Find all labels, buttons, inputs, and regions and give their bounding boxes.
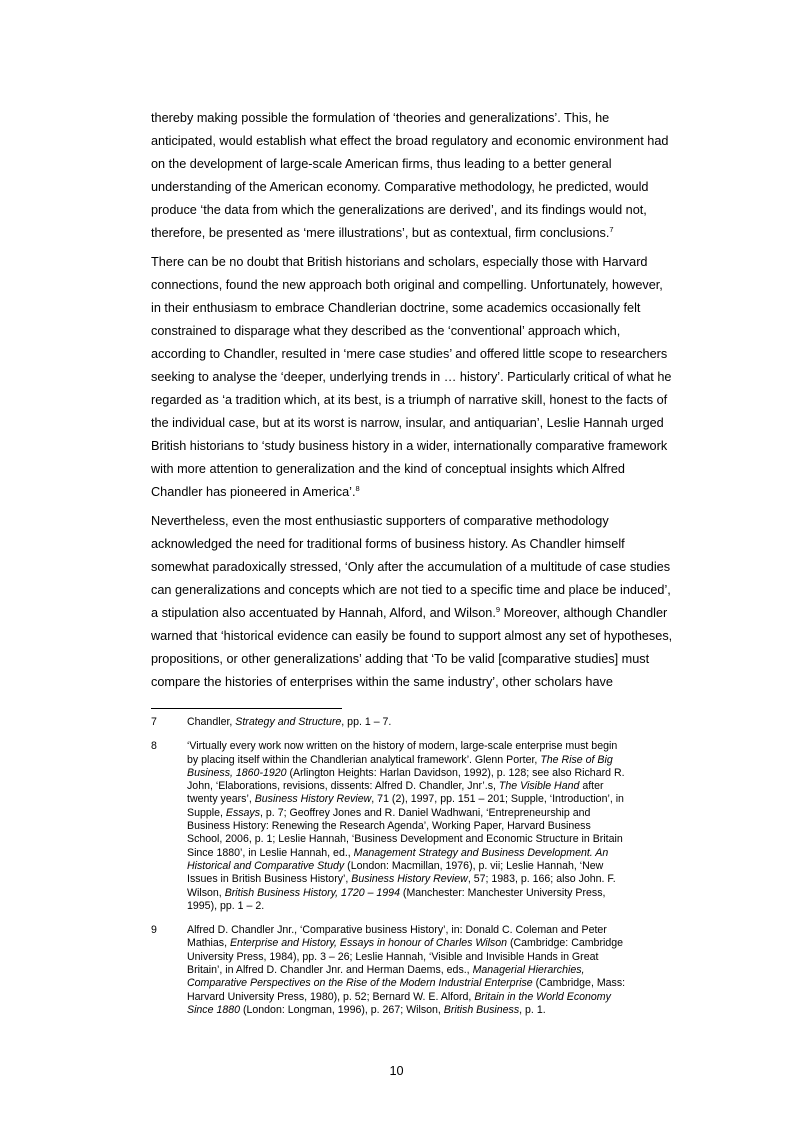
footnote-text-run: , 71 (2), 1997, pp. 151 – 201; Supple, ‘Introduction’, in: [371, 793, 624, 806]
footnote-text-run: (Cambridge, Mass:: [532, 977, 626, 990]
paragraph-3: [151, 510, 700, 694]
footnote-text-run: , pp. 1 – 7.: [341, 716, 392, 728]
footnote-italic-run: Business History Review: [351, 873, 468, 886]
footnote-line: [187, 740, 696, 753]
text-line: connections, found the new approach both original and compelling. Unfortunately, however,: [151, 278, 663, 292]
text-line: warned that ‘historical evidence can easily be found to support almost any set of hypotheses,: [151, 629, 673, 643]
footnote-line: [187, 887, 696, 900]
footnote-line: [187, 1004, 696, 1017]
footnote-line: [187, 767, 696, 780]
footnote-line: [187, 977, 696, 990]
text-line: according to Chandler, resulted in ‘mere case studies’ and offered little scope to researchers: [151, 347, 668, 361]
footnote-line: [187, 807, 696, 820]
text-line: constrained to disparage what they described as the ‘conventional’ approach which,: [151, 324, 621, 338]
text-line: the individual case, but at its worst is narrow, insular, and antiquarian’, Leslie Hannah urged: [151, 416, 664, 430]
footnote-body: [187, 924, 696, 1017]
footnote-line: [187, 754, 696, 767]
text-line: There can be no doubt that British historians and scholars, especially those with Harvard: [151, 255, 648, 269]
text-line: with more attention to generalization and the kind of conceptual insights which Alfred: [151, 462, 625, 476]
text-line: Nevertheless, even the most enthusiastic supporters of comparative methodology: [151, 514, 609, 528]
footnote-text-run: , 57; 1983, p. 166; also John. F.: [467, 873, 616, 886]
footnote-text-run: (Manchester: Manchester University Press,: [399, 886, 606, 899]
footnote-number: 9: [151, 924, 157, 937]
footnote-italic-run: Managerial Hierarchies,: [472, 964, 585, 977]
footnote-italic-run: Management Strategy and Business Development. An: [353, 846, 609, 859]
footnote-italic-run: Enterprise and History, Essays in honour of Charles Wilson: [229, 937, 508, 950]
footnote-line: [187, 780, 696, 793]
footnote-italic-run: British Business: [443, 1003, 520, 1016]
footnote-italic-run: Business History Review: [254, 793, 372, 806]
text-line: anticipated, would establish what effect the broad regulatory and economic environment had: [151, 134, 669, 148]
footnote-italic-run: Business, 1860-1920: [187, 766, 287, 779]
footnote-line: [187, 820, 696, 833]
footnote-text-run: Wilson,: [187, 886, 225, 899]
footnote-ref-7[interactable]: 7: [609, 225, 614, 234]
text-line: somewhat paradoxically stressed, ‘Only after the accumulation of a multitude of case studies: [151, 560, 671, 574]
footnote-italic-run: The Visible Hand: [498, 780, 580, 793]
footnote-line: [187, 937, 696, 950]
footnote-text-run: by placing itself within the Chandlerian analytical framework’. Glenn Porter,: [187, 753, 541, 766]
text-line: in their enthusiasm to embrace Chandlerian doctrine, some academics occasionally felt: [151, 301, 641, 315]
footnote-italic-run: Strategy and Structure: [235, 716, 342, 728]
footnote-line: [187, 873, 696, 886]
footnote-text-run: (Cambridge: Cambridge: [507, 937, 624, 950]
footnote-line: [187, 924, 696, 937]
text-line-content: therefore, be presented as ‘mere illustrations’, but as contextual, firm conclusions.: [151, 226, 610, 240]
footnote-text-run: Alfred D. Chandler Jnr., ‘Comparative business History’, in: Donald C. Coleman and Peter: [187, 924, 607, 937]
text-line: thereby making possible the formulation of ‘theories and generalizations’. This, he: [151, 111, 610, 125]
footnote-text-run: (Arlington Heights: Harlan Davidson, 1992), p. 128; see also Richard R.: [286, 766, 625, 779]
text-line: seeking to analyse the ‘deeper, underlying trends in … history’. Particularly critical of what he: [151, 370, 672, 384]
body-text: [151, 107, 700, 700]
footnote-italic-run: The Rise of Big: [540, 753, 613, 766]
footnote-body: [187, 716, 696, 729]
footnote-text-run: Britain’, in Alfred D. Chandler Jnr. and Herman Daems, eds.,: [187, 964, 473, 977]
footnote-text-run: twenty years’,: [187, 793, 255, 806]
footnote-italic-run: British Business History, 1720 – 1994: [224, 886, 400, 899]
text-line: [151, 481, 700, 504]
footnote-text-run: Since 1880’, in Leslie Hannah, ed.,: [187, 846, 354, 859]
footnote-italic-run: Britain in the World Economy: [474, 990, 611, 1003]
footnote-italic-run: Historical and Comparative Study: [187, 859, 345, 872]
footnote-line: [187, 991, 696, 1004]
footnote-text-run: School, 2006, p. 1; Leslie Hannah, ‘Business Development and Economic Structure in Britain: [187, 833, 623, 846]
footnote-text-run: , p. 1.: [519, 1003, 546, 1016]
footnote-8: [151, 740, 696, 913]
footnote-text-run: Chandler,: [187, 716, 236, 728]
footnote-separator: [151, 708, 342, 709]
footnote-text-run: Issues in British Business History’,: [187, 873, 352, 886]
footnote-text-run: (London: Macmillan, 1976), p. vii; Leslie Hannah, ‘New: [344, 859, 604, 872]
footnote-number: 8: [151, 740, 157, 753]
footnote-body: [187, 740, 696, 913]
paragraph-1: [151, 107, 700, 245]
footnote-text-run: Supple,: [187, 806, 226, 819]
footnote-text-run: (London: Longman, 1996), p. 267; Wilson,: [240, 1003, 444, 1016]
text-line: regarded as ‘a tradition which, at its best, is a triumph of narrative skill, honest to the facts of: [151, 393, 668, 407]
footnote-line: [187, 716, 696, 729]
footnote-9: [151, 924, 696, 1017]
footnote-italic-run: Comparative Perspectives on the Rise of the Modern Industrial Enterprise: [187, 977, 533, 990]
text-line: propositions, or other generalizations’ adding that ‘To be valid [comparative studies] must: [151, 652, 650, 666]
footnote-line: [187, 847, 696, 860]
footnote-ref-9[interactable]: 9: [495, 605, 501, 614]
footnote-text-run: John, ‘Elaborations, revisions, dissents: Alfred D. Chandler, Jnr’.s,: [187, 780, 499, 793]
text-line: compare the histories of enterprises within the same industry’, other scholars have: [151, 675, 613, 689]
text-line: [151, 222, 700, 245]
footnote-text-run: Harvard University Press, 1980), p. 52; Bernard W. E. Alford,: [187, 990, 475, 1003]
footnote-text-run: Mathias,: [187, 937, 230, 950]
text-line: [151, 602, 700, 625]
paragraph-2: [151, 251, 700, 504]
footnote-italic-run: Since 1880: [187, 1003, 241, 1016]
text-line: produce ‘the data from which the generalizations are derived’, and its findings would not,: [151, 203, 647, 217]
footnote-text-run: Business History: Renewing the Research Agenda’, Working Paper, Harvard Business: [187, 820, 591, 833]
page-number: 10: [389, 1064, 404, 1078]
footnotes: [151, 716, 696, 1028]
footnote-italic-run: Essays: [225, 806, 261, 819]
text-line: understanding of the American economy. Comparative methodology, he predicted, would: [151, 180, 649, 194]
text-line: can generalizations and concepts which are not tied to a specific time and place be induced’,: [151, 583, 671, 597]
footnote-7: [151, 716, 696, 729]
footnote-ref-8[interactable]: 8: [355, 484, 360, 493]
footnote-line: [187, 793, 696, 806]
text-line-content: Chandler has pioneered in America’.: [151, 485, 356, 499]
footnote-line: [187, 833, 696, 846]
footnote-text-run: , p. 7; Geoffrey Jones and R. Daniel Wadhwani, ‘Entrepreneurship and: [260, 806, 591, 819]
footnote-line: [187, 900, 696, 913]
text-line-content: a stipulation also accentuated by Hannah, Alford, and Wilson.: [151, 606, 496, 620]
footnote-text-run: ‘Virtually every work now written on the history of modern, large-scale enterprise must begin: [187, 740, 618, 753]
footnote-number: 7: [151, 716, 157, 728]
text-line: acknowledged the need for traditional forms of business history. As Chandler himself: [151, 537, 625, 551]
text-line: on the development of large-scale American firms, thus leading to a better general: [151, 157, 612, 171]
footnote-line: [187, 951, 696, 964]
footnote-text-run: University Press, 1984), pp. 3 – 26; Leslie Hannah, ‘Visible and Invisible Hands in Great: [187, 950, 599, 963]
text-line: British historians to ‘study business history in a wider, internationally comparative framework: [151, 439, 668, 453]
footnote-line: [187, 860, 696, 873]
footnote-text-run: 1995), pp. 1 – 2.: [187, 899, 265, 912]
footnote-line: [187, 964, 696, 977]
footnote-text-run: after: [579, 780, 604, 793]
text-line-tail: Moreover, although Chandler: [500, 606, 668, 620]
